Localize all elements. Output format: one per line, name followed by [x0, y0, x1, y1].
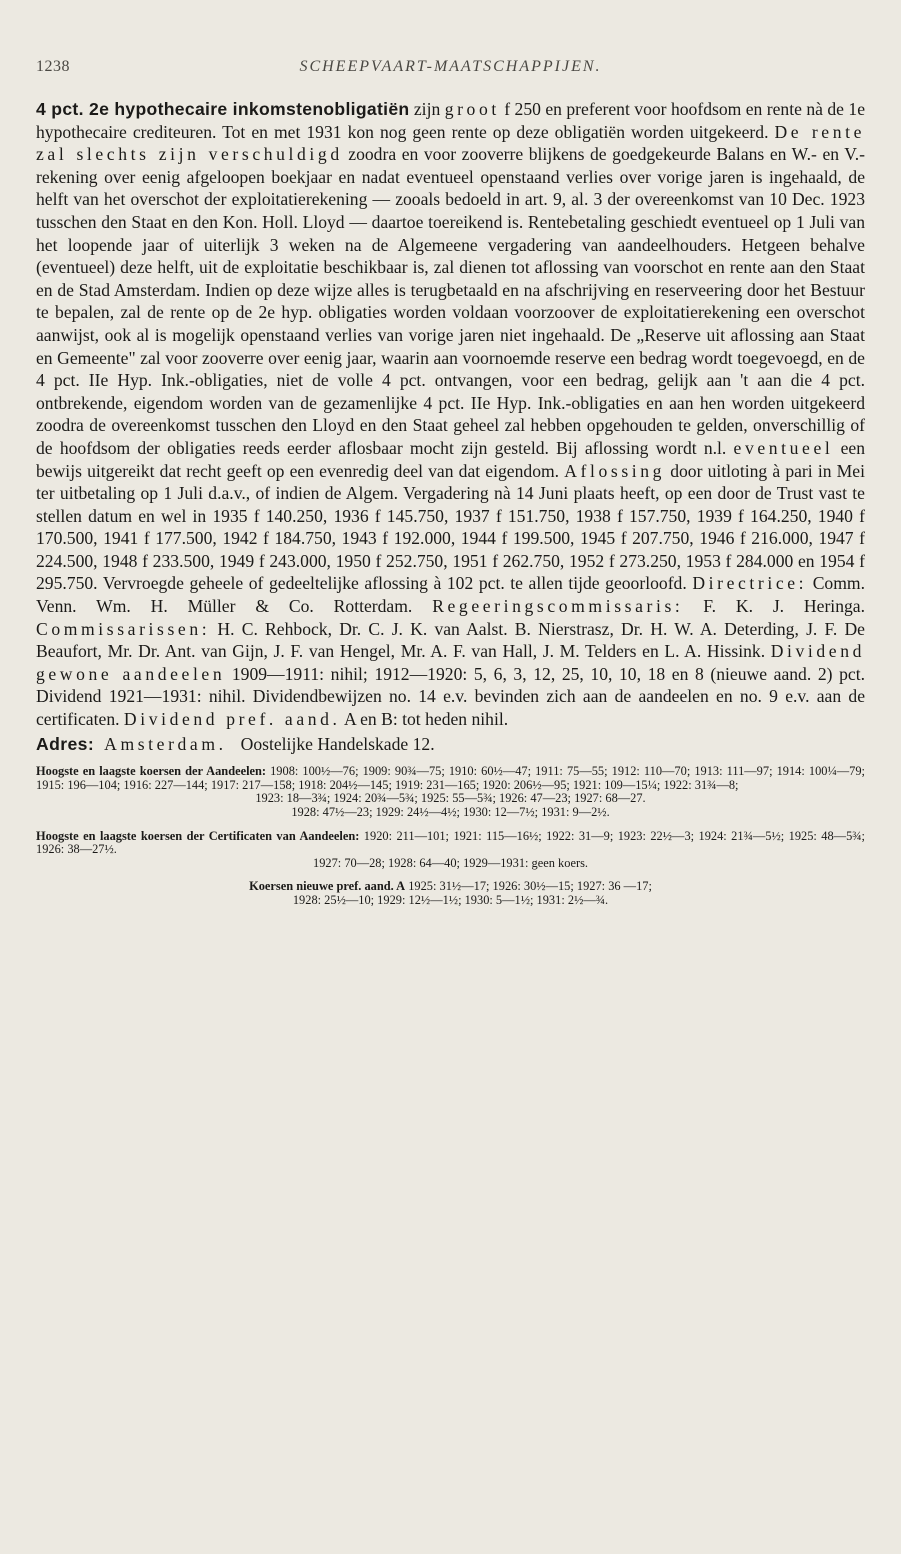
- quotes-pref-cont-1: 1928: 25½—10; 1929: 12½—1½; 1930: 5—1½; 1931: 2½—¾.: [292, 892, 609, 907]
- bond-paragraph: [36, 98, 865, 731]
- quotes-pref-lead: Koersen nieuwe pref. aand. A: [249, 879, 406, 894]
- quotes-pref: [36, 880, 865, 894]
- text-run: F. K. J. Heringa.: [683, 596, 865, 617]
- text-run: een bewijs uitgereikt dat recht geeft op een evenredig deel van dat eigendom.: [36, 437, 865, 481]
- address-line: [36, 733, 865, 756]
- quotes-cert-body: 1920: 211—101; 1921: 115—16½; 1922: 31—9; 1923: 22½—3; 1924: 21¾—5½; 1925: 48—5¾; 1926: 38—27½.: [36, 828, 865, 857]
- text-run: door uitloting à pari in Mei ter uitbetaling op 1 Juli d.a.v., of indien de Algem. Vergadering nà 14 Juni plaats heeft, op een door de Trust vast te stellen datum en wel in 1935 f 140.250, 1936 f 145.750, 1937 f 151.750, 1938 f 157.750, 1939 f 164.250, 1940 f 170.500, 1941 f 177.500, 1942 f 184.750, 1943 f 192.000, 1944 f 199.500, 1945 f 207.750, 1946 f 216.000, 1947 f 224.500, 1948 f 233.500, 1949 f 243.000, 1950 f 252.750, 1951 f 262.750, 1952 f 273.250, 1953 f 284.000 en 1954 f 295.750. Vervroegde geheele of gedeeltelijke aflossing à 102 pct. te allen tijde geoorloofd.: [36, 460, 865, 594]
- page-number: 1238: [36, 58, 70, 75]
- quotes-cert-lead: Hoogste en laagste koersen der Certificaten van Aandeelen:: [36, 828, 360, 843]
- quotes-shares-cont-1: 1923: 18—3¾; 1924: 20¾—5¾; 1925: 55—5¾; 1926: 47—23; 1927: 68—27.: [255, 791, 646, 806]
- running-head: [36, 58, 865, 98]
- address-street: Oostelijke Handelskade 12.: [240, 733, 435, 754]
- spaced-term: Regeeringscommissaris:: [432, 596, 684, 617]
- quotes-pref-body: 1925: 31½—17; 1926: 30½—15; 1927: 36 —17;: [405, 879, 652, 894]
- spaced-term: Dividend gewone aandeelen: [36, 641, 865, 684]
- text-run: f 250 en preferent voor hoofdsom en rente nà de 1e hypothecaire crediteuren. Tot en met 1931 kon nog geen rente op deze obligatiën worden uitgekeerd.: [36, 99, 866, 142]
- text-run: A en B: tot heden nihil.: [340, 709, 509, 730]
- text-run: 1909—1911: nihil; 1912—1920: 5, 6, 3, 12, 25, 10, 10, 18 en 8 (nieuwe aand. 2) pct. Dividend 1921—1931: nihil. Dividendbewijzen no. 14 e.v. bevinden zich aan de aandeelen en no. 9 e.v. aan de certificaten.: [36, 663, 865, 730]
- spaced-term: Aflossing: [564, 460, 666, 481]
- text-run: Comm. Venn. Wm. H. Müller & Co. Rotterdam.: [36, 573, 865, 617]
- text-run: zoodra en voor zooverre blijkens de goedgekeurde Balans en W.- en V.-rekening over eenig afgeloopen boekjaar en nadat eventueel openstaand verlies over vorige jaren is ingehaald, de helft van het overschot der exploitatierekening — zooals bedoeld in art. 9, al. 3 der overeenkomst van 10 Dec. 1923 tusschen den Staat en den Kon. Holl. Lloyd — daartoe toereikend is. Rentebetaling geschiedt eventueel op 1 Juli van het loopende jaar of uiterlijk 3 weken na de Algemeene vergadering van aandeelhouders. Hetgeen behalve (eventueel) deze helft, uit de exploitatie beschikbaar is, zal dienen tot aflossing van voorschot en rente aan den Staat en de Stad Amsterdam. Indien op deze wijze alles is terugbetaald en na afschrijving en reserveering door het Bestuur te bepalen, zal de rente op de 2e hyp. obligaties worden voldaan voorzoover de exploitatierekening een overschot aanwijst, ook al is mogelijk openstaand verlies van vorige jaren niet ingehaald. De „Reserve uit aflossing aan Staat en Gemeente" zal voor zooverre over eenig jaar, waarin aan voornoemde reserve een bedrag wordt toegevoegd, en de 4 pct. IIe Hyp. Ink.-obligaties, niet de volle 4 pct. ontvangen, voor een bedrag, gelijk aan 't aan die 4 pct. ontbrekende, eigendom worden van de gezamenlijke 4 pct. IIe Hyp. Ink.-obligaties en aan hen worden uitgekeerd zoodra de overeenkomst tusschen den Lloyd en den Staat geheel zal hebben opgehouden te gelden, onverschillig of de hoofdsom der obligaties reeds eerder aflosbaar mocht zijn gesteld. Bij aflossing wordt n.l.: [36, 144, 865, 458]
- spaced-term: Directrice:: [692, 573, 808, 594]
- address-city: Amsterdam.: [104, 733, 227, 754]
- spaced-term: Commissarissen:: [36, 618, 211, 639]
- spaced-term: groot: [444, 99, 500, 119]
- address-label: Adres:: [36, 733, 95, 754]
- spaced-term: De rente zal slechts zijn verschuldigd: [36, 121, 865, 165]
- section-heading: 4 pct. 2e hypothecaire inkomstenobligatiën: [36, 99, 410, 119]
- quotes-shares-body: 1908: 100½—76; 1909: 90¾—75; 1910: 60½—47; 1911: 75—55; 1912: 110—70; 1913: 111—97; 1914: 100¼—79; 1915: 196—104; 1916: 227—144; 1917: 217—158; 1918: 204½—145; 1919: 231—165; 1920: 206½—95; 1921: 109—15¼; 1922: 31¾—8;: [36, 764, 865, 792]
- spaced-term: eventueel: [733, 437, 834, 458]
- spaced-term: Dividend pref. aand.: [123, 709, 341, 730]
- body-text: [36, 98, 865, 731]
- quotes-cert-cont-1: 1927: 70—28; 1928: 64—40; 1929—1931: geen koers.: [313, 855, 588, 870]
- running-title: SCHEEPVAART-MAATSCHAPPIJEN.: [299, 58, 602, 75]
- text-run: H. C. Rehbock, Dr. C. J. K. van Aalst. B. Nierstrasz, Dr. H. W. A. Deterding, J. F. De Beaufort, Mr. Dr. Ant. van Gijn, J. F. van Hengel, Mr. A. F. van Hall, J. M. Telders en L. A. Hissink.: [36, 618, 865, 662]
- quotes-certificates: [36, 830, 865, 857]
- text-run: zijn: [409, 99, 445, 119]
- quotes-shares-cont-2: 1928: 47½—23; 1929: 24½—4½; 1930: 12—7½; 1931: 9—2½.: [291, 805, 610, 819]
- share-quotes: [36, 765, 865, 907]
- quotes-shares-lead: Hoogste en laagste koersen der Aandeelen:: [36, 764, 267, 779]
- quotes-shares: [36, 765, 865, 792]
